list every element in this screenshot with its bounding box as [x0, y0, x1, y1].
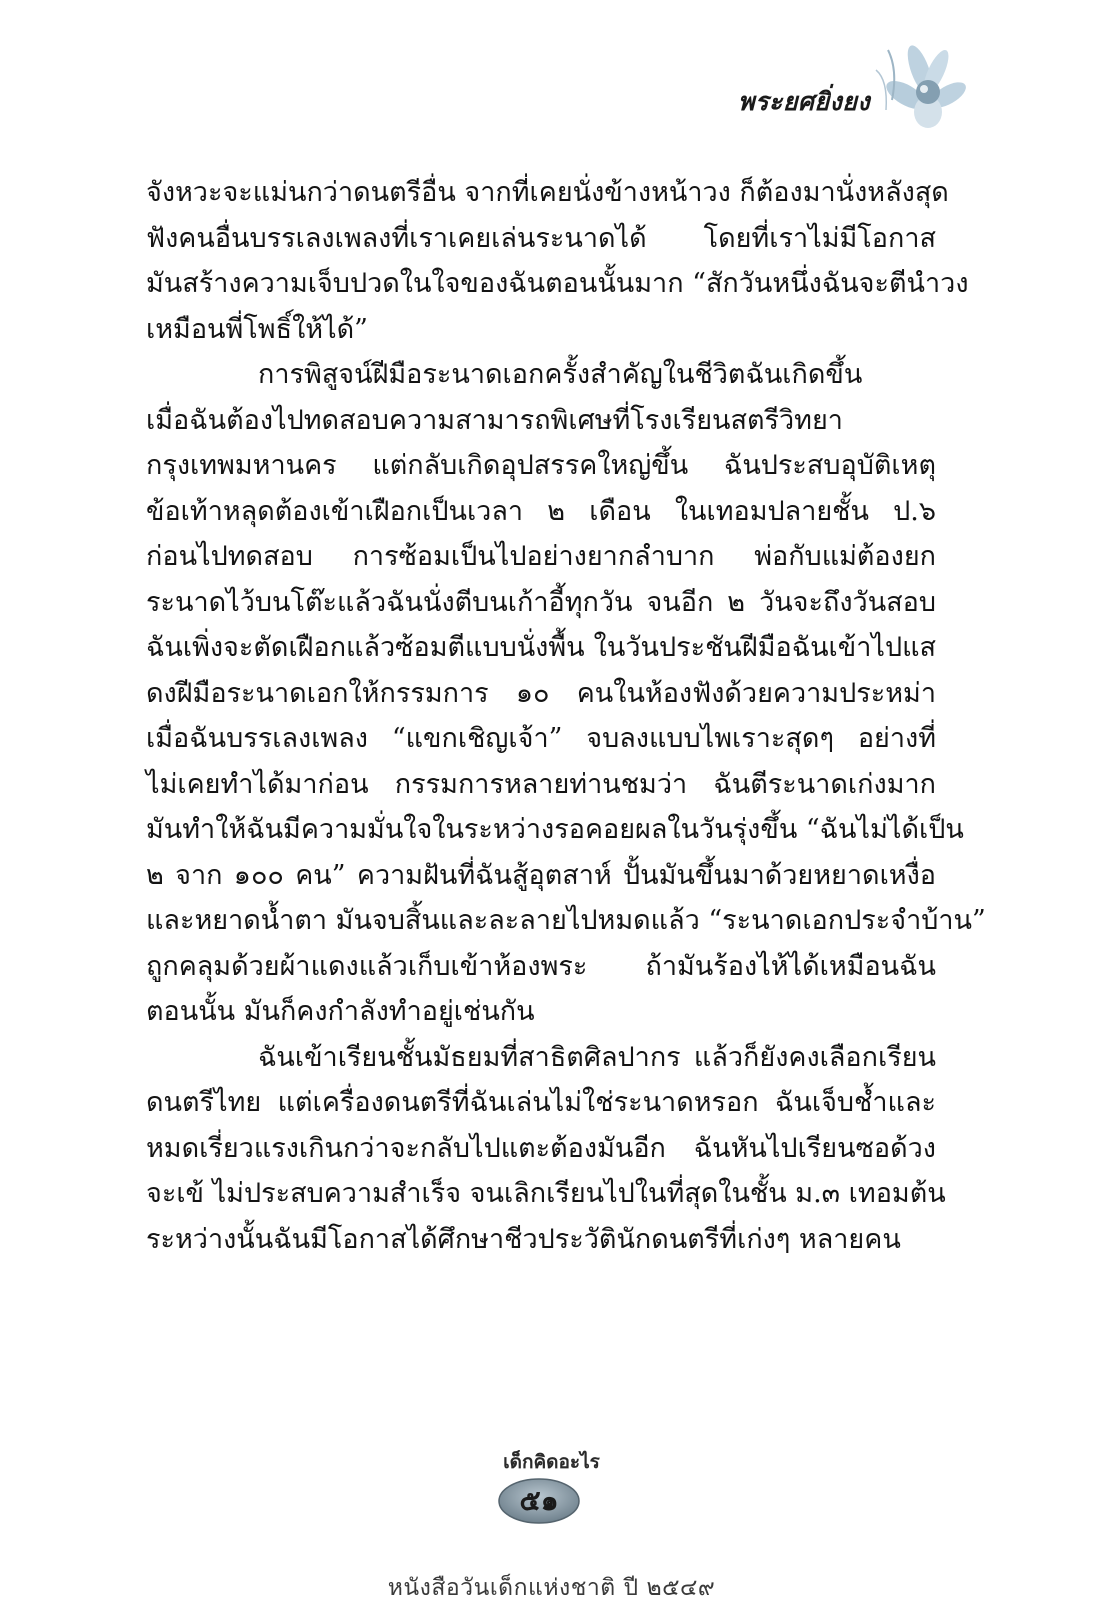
text-line: มันสร้างความเจ็บปวดในใจของฉันตอนนั้นมาก “สักวันหนึ่งฉันจะตีนำวง: [146, 268, 969, 299]
text-line: ฉันเพิ่งจะตัดเฝือกแล้วซ้อมตีแบบนั่งพื้น ในวันประชันฝีมือฉันเข้าไปแส: [146, 632, 936, 663]
text-line: ตอนนั้น มันก็คงกำลังทำอยู่เช่นกัน: [146, 996, 535, 1027]
text-line: และหยาดน้ำตา มันจบสิ้นและละลายไปหมดแล้ว “ระนาดเอกประจำบ้าน”: [146, 905, 986, 936]
text-line: จะเข้ ไม่ประสบความสำเร็จ จนเลิกเรียนไปในที่สุดในชั้น ม.๓ เทอมต้น: [146, 1178, 946, 1209]
text-line: มันทำให้ฉันมีความมั่นใจในระหว่างรอคอยผลในวันรุ่งขึ้น “ฉันไม่ได้เป็น: [146, 814, 964, 845]
text-line: จังหวะจะแม่นกว่าดนตรีอื่น จากที่เคยนั่งข้างหน้าวง ก็ต้องมานั่งหลังสุด: [146, 177, 949, 208]
footer-caption: หนังสือวันเด็กแห่งชาติ ปี ๒๕๔๙: [387, 1575, 716, 1601]
footer-brand: เด็กคิดอะไร: [503, 1451, 600, 1473]
header-title: พระยศยิ่งยง: [738, 87, 871, 116]
text-line: เมื่อฉันบรรเลงเพลง “แขกเชิญเจ้า” จบลงแบบไพเราะสุดๆ อย่างที่: [146, 723, 936, 754]
text-line: ฉันเข้าเรียนชั้นมัธยมที่สาธิตศิลปากร แล้วก็ยังคงเลือกเรียน: [258, 1041, 936, 1073]
text-line: ไม่เคยทำได้มาก่อน กรรมการหลายท่านชมว่า ฉันตีระนาดเก่งมาก: [146, 768, 936, 800]
text-line: ระหว่างนั้นฉันมีโอกาสได้ศึกษาชีวประวัตินักดนตรีที่เก่งๆ หลายคน: [146, 1223, 901, 1255]
text-line: เมื่อฉันต้องไปทดสอบความสามารถพิเศษที่โรงเรียนสตรีวิทยา: [146, 404, 843, 436]
header-logo: [738, 40, 968, 135]
page-number: ๕๑: [519, 1484, 559, 1517]
text-line: หมดเรี่ยวแรงเกินกว่าจะกลับไปแตะต้องมันอีก ฉันหันไปเรียนซอด้วง: [146, 1132, 936, 1164]
text-line: ดนตรีไทย แต่เครื่องดนตรีที่ฉันเล่นไม่ใช่ระนาดหรอก ฉันเจ็บช้ำและ: [146, 1087, 936, 1118]
text-line: ถูกคลุมด้วยผ้าแดงแล้วเก็บเข้าห้องพระ ถ้ามันร้องไห้ได้เหมือนฉัน: [146, 950, 936, 982]
text-line: เหมือนพี่โพธิ์ให้ได้”: [146, 313, 368, 345]
text-line: ดงฝีมือระนาดเอกให้กรรมการ ๑๐ คนในห้องฟังด้วยความประหม่า: [146, 677, 936, 709]
text-line: ข้อเท้าหลุดต้องเข้าเฝือกเป็นเวลา ๒ เดือน ในเทอมปลายชั้น ป.๖: [146, 495, 936, 527]
text-line: ระนาดไว้บนโต๊ะแล้วฉันนั่งตีบนเก้าอี้ทุกวัน จนอีก ๒ วันจะถึงวันสอบ: [146, 586, 936, 618]
body-text: [146, 170, 986, 1262]
flower-icon: [858, 40, 968, 135]
text-line: การพิสูจน์ฝีมือระนาดเอกครั้งสำคัญในชีวิตฉันเกิดขึ้น: [258, 359, 863, 390]
text-line: ฟังคนอื่นบรรเลงเพลงที่เราเคยเล่นระนาดได้ โดยที่เราไม่มีโอกาส: [146, 222, 936, 254]
text-line: ก่อนไปทดสอบ การซ้อมเป็นไปอย่างยากลำบาก พ่อกับแม่ต้องยก: [146, 541, 936, 572]
text-line: กรุงเทพมหานคร แต่กลับเกิดอุปสรรคใหญ่ขึ้น ฉันประสบอุบัติเหตุ: [146, 450, 936, 481]
text-line: ๒ จาก ๑๐๐ คน” ความฝันที่ฉันสู้อุตสาห์ ปั้นมันขึ้นมาด้วยหยาดเหงื่อ: [146, 859, 936, 891]
